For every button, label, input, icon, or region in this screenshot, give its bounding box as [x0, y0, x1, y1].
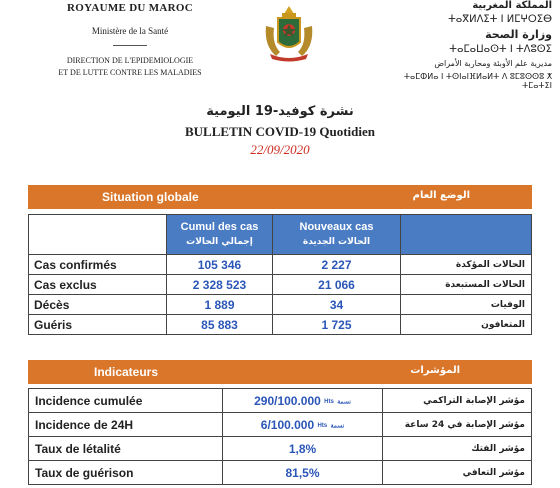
cell-new: 34 — [273, 295, 401, 315]
situation-section-bar — [28, 185, 532, 209]
col-header-new-ar: الحالات الجديدة — [302, 236, 371, 247]
indicator-label-fr: Taux de guérison — [29, 461, 223, 485]
col-header-new — [273, 215, 401, 255]
indicator-value — [223, 389, 383, 413]
cell-new: 1 725 — [273, 315, 401, 335]
indicator-value — [223, 413, 383, 437]
indicator-label-fr: Incidence de 24H — [29, 413, 223, 437]
indicator-value-text: 6/100.000 — [260, 417, 315, 432]
divider — [113, 45, 147, 46]
row-label-ar: الوفيات — [401, 295, 532, 315]
indicators-title-ar: المؤشرات — [410, 365, 460, 376]
kingdom-name: ROYAUME DU MAROC — [67, 2, 193, 14]
indicators-section-bar — [28, 360, 532, 384]
indicator-unit-ar: نسمة — [330, 422, 345, 429]
indicator-unit: Hts — [317, 422, 328, 429]
indicator-value: 81,5% — [223, 461, 383, 485]
indicator-label-fr: Taux de létalité — [29, 437, 223, 461]
direction-line-1: DIRECTION DE L'EPIDEMIOLOGIE — [66, 56, 194, 65]
indicator-label-ar: مؤشر الفتك — [383, 437, 532, 461]
situation-header-row — [29, 215, 532, 255]
table-row — [29, 437, 532, 461]
situation-title-fr: Situation globale — [102, 190, 199, 204]
indicator-value-text: 290/100.000 — [254, 393, 321, 408]
cell-cumul: 85 883 — [167, 315, 273, 335]
header-right — [382, 0, 552, 90]
direction-name — [40, 55, 220, 79]
header-blank-left — [29, 215, 167, 255]
table-row — [29, 295, 532, 315]
indicator-value: 1,8% — [223, 437, 383, 461]
row-label-ar: المتعافون — [401, 315, 532, 335]
indicator-unit: Hts — [324, 398, 334, 405]
col-header-cumul — [167, 215, 273, 255]
col-header-cumul-fr: Cumul des cas — [180, 220, 259, 233]
col-header-cumul-ar: إجمالي الحالات — [186, 236, 253, 247]
row-label-fr: Cas exclus — [29, 275, 167, 295]
direction-name-tifinagh: ⵜⴰⵎⵀⵍⴰ ⵏ ⵜⵙⵏⴰⵏⴼⵍⴰⵍⵜ ⴷ ⵓⵎⵓⵙⵙⵓ ⵅ ⵜⵎⴰⵜⵉⵏ — [403, 72, 552, 90]
indicator-unit-ar: نسمة — [337, 398, 351, 405]
row-label-fr: Décès — [29, 295, 167, 315]
title-french: BULLETIN COVID-19 Quotidien — [185, 124, 375, 139]
indicator-label-ar: مؤشر التعافي — [383, 461, 532, 485]
indicator-label-ar: مؤشر الإصابة في 24 ساعة — [383, 413, 532, 437]
row-label-fr: Cas confirmés — [29, 255, 167, 275]
col-header-new-fr: Nouveaux cas — [299, 220, 374, 233]
kingdom-name-tifinagh: ⵜⴰⴳⵍⴷⵉⵜ ⵏ ⵍⵎⵖⵔⵉⴱ — [448, 14, 552, 25]
bulletin-date: 22/09/2020 — [250, 142, 310, 157]
cell-cumul: 2 328 523 — [167, 275, 273, 295]
cell-new: 21 066 — [273, 275, 401, 295]
table-row — [29, 275, 532, 295]
direction-name-arabic: مديرية علم الأوبئة ومحاربة الأمراض — [434, 59, 552, 68]
situation-title-ar: الوضع العام — [412, 190, 470, 201]
indicator-label-ar: مؤشر الإصابة التراكمي — [383, 389, 532, 413]
title-arabic: نشرة كوفيد-19 اليومية — [206, 104, 354, 119]
row-label-fr: Guéris — [29, 315, 167, 335]
cell-cumul: 105 346 — [167, 255, 273, 275]
row-label-ar: الحالات المؤكدة — [401, 255, 532, 275]
direction-line-2: ET DE LUTTE CONTRE LES MALADIES — [58, 68, 202, 77]
table-row — [29, 461, 532, 485]
indicators-table — [28, 388, 532, 485]
kingdom-name-arabic: المملكة المغربية — [472, 0, 552, 11]
table-row — [29, 255, 532, 275]
ministry-name-arabic: وزارة الصحة — [485, 28, 552, 41]
bulletin-titles — [0, 104, 560, 158]
table-row — [29, 413, 532, 437]
ministry-name-tifinagh: ⵜⴰⵎⴰⵡⴰⵙⵜ ⵏ ⵜⴷⵓⵙⵉ — [449, 44, 552, 55]
indicators-title-fr: Indicateurs — [94, 365, 159, 379]
table-row — [29, 389, 532, 413]
header-blank-right — [401, 215, 532, 255]
cell-new: 2 227 — [273, 255, 401, 275]
situation-table — [28, 214, 532, 335]
indicator-label-fr: Incidence cumulée — [29, 389, 223, 413]
row-label-ar: الحالات المستبعدة — [401, 275, 532, 295]
coat-of-arms-icon — [258, 4, 320, 64]
header-left — [40, 2, 220, 79]
cell-cumul: 1 889 — [167, 295, 273, 315]
ministry-name: Ministère de la Santé — [91, 26, 169, 36]
table-row — [29, 315, 532, 335]
